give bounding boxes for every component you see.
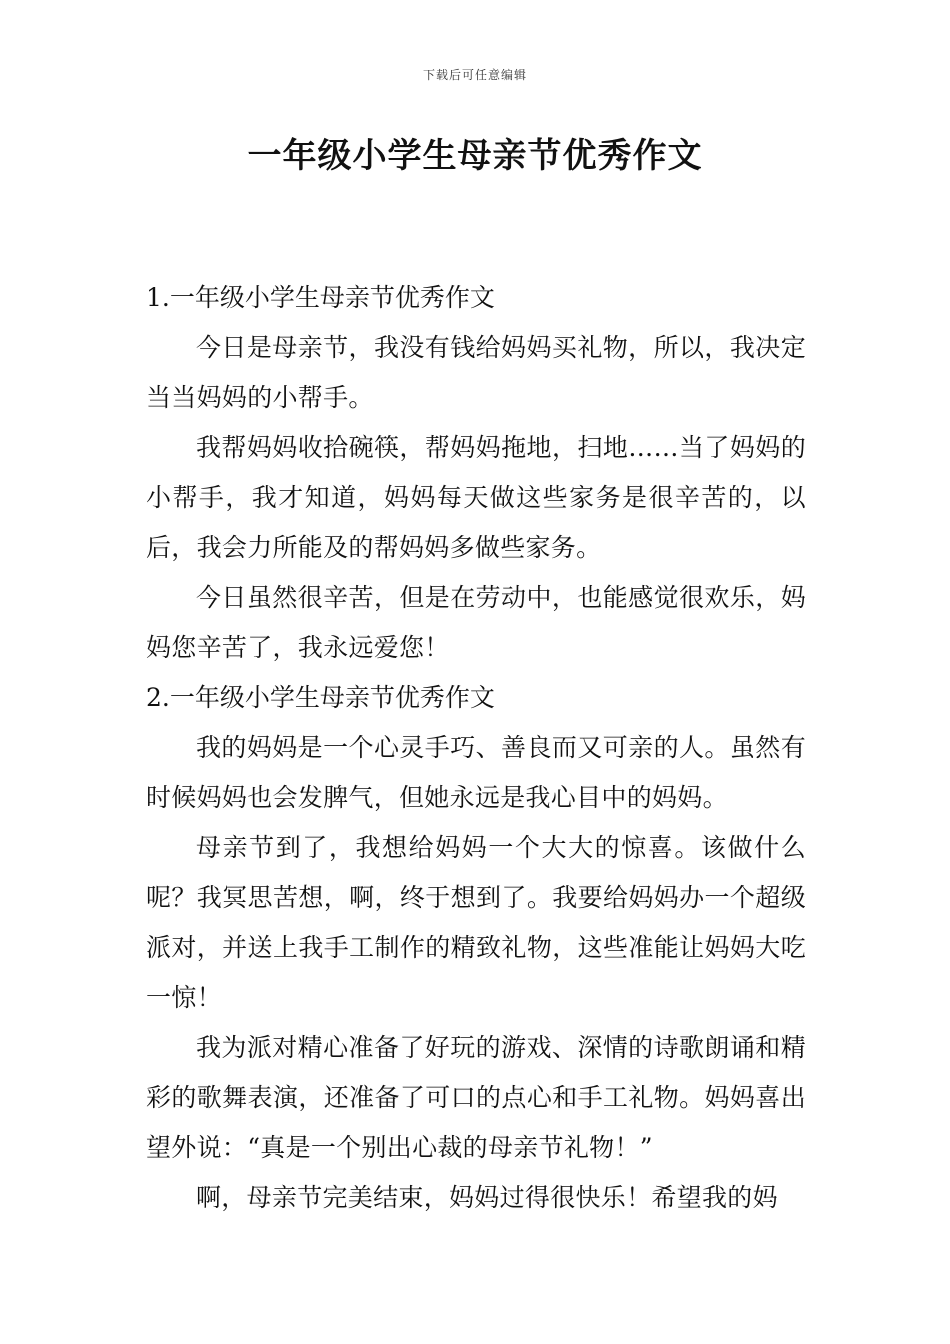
- paragraph: 母亲节到了，我想给妈妈一个大大的惊喜。该做什么呢？我冥思苦想，啊，终于想到了。我要给妈妈办一个超级派对，并送上我手工制作的精致礼物，这些准能让妈妈大吃一惊！: [146, 833, 806, 1012]
- paragraph: 啊，母亲节完美结束，妈妈过得很快乐！希望我的妈: [196, 1183, 778, 1212]
- section-heading-1: 1.一年级小学生母亲节优秀作文: [146, 283, 495, 312]
- paragraph: 我帮妈妈收拾碗筷，帮妈妈拖地，扫地……当了妈妈的小帮手，我才知道，妈妈每天做这些家务是很辛苦的，以后，我会力所能及的帮妈妈多做些家务。: [146, 433, 806, 562]
- paragraph: 我为派对精心准备了好玩的游戏、深情的诗歌朗诵和精彩的歌舞表演，还准备了可口的点心和手工礼物。妈妈喜出望外说：“真是一个别出心裁的母亲节礼物！”: [146, 1033, 806, 1162]
- section-heading-2: 2.一年级小学生母亲节优秀作文: [146, 683, 495, 712]
- paragraph: 我的妈妈是一个心灵手巧、善良而又可亲的人。虽然有时候妈妈也会发脾气，但她永远是我心目中的妈妈。: [146, 733, 806, 812]
- document-body: [146, 273, 806, 1223]
- paragraph: 今日虽然很辛苦，但是在劳动中，也能感觉很欢乐，妈妈您辛苦了，我永远爱您！: [146, 583, 806, 662]
- paragraph: 今日是母亲节，我没有钱给妈妈买礼物，所以，我决定当当妈妈的小帮手。: [146, 333, 806, 412]
- header-note: 下载后可任意编辑: [422, 68, 527, 82]
- document-title: 一年级小学生母亲节优秀作文: [247, 136, 703, 176]
